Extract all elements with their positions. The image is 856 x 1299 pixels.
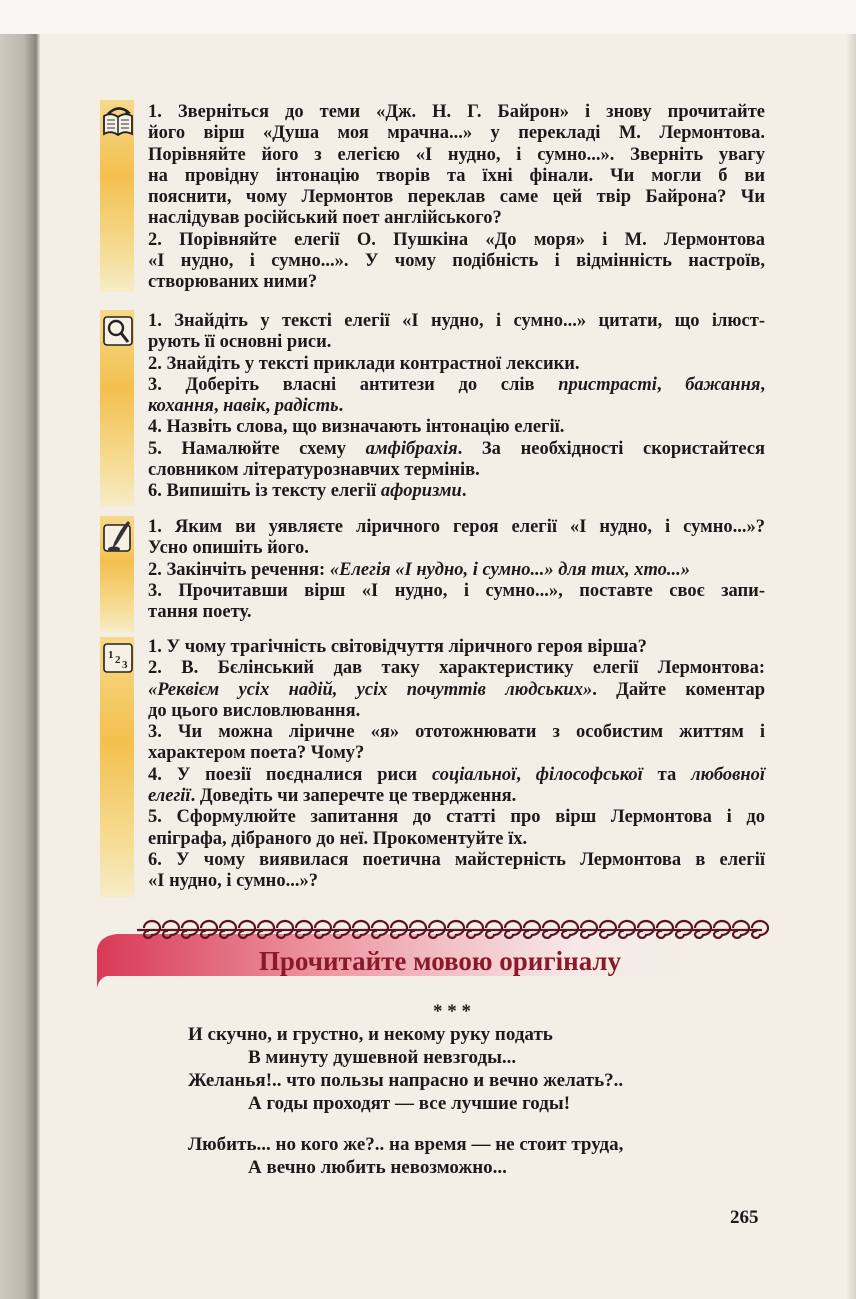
task-line [148,765,765,786]
banner-title: Прочитайте мовою оригіналу [258,946,622,976]
task-item [148,311,765,354]
task-line [148,230,765,251]
task-item [148,658,765,722]
italic-term: афоризми [380,481,462,502]
task-text: . Доведіть чи заперечте це твердження. [190,786,517,807]
task-text: наслідував російський поет англійського? [148,208,502,229]
svg-text:3: 3 [122,659,128,671]
poem-line: А вечно любить невозможно... [248,1157,507,1178]
task-text: . [461,481,467,502]
italic-term: любовної [691,764,766,785]
task-line [148,829,765,850]
task-text: на провідну інтонацію творів та їхні фінали. Чи могли б ви [148,165,765,186]
task-text: 4. Назвіть слова, що визначають інтонацію елегії. [148,417,565,438]
task-text: епіграфа, дібраного до неї. Прокоментуйте їх. [148,828,528,849]
task-item [148,230,765,294]
task-line [148,637,765,658]
task-line [148,560,765,581]
poem-line: В минуту душевной невзгоды... [248,1047,517,1068]
task-line [148,850,765,871]
section-marker-strip [100,637,134,897]
italic-term: філософської [535,764,643,785]
page-number: 265 [730,1207,759,1228]
task-text: 1. Зверніться до теми «Дж. Н. Г. Байрон» і знову прочитайте [148,102,765,122]
task-item [148,102,765,230]
task-section-analyze [148,311,765,503]
task-item [148,354,765,375]
page-edge [846,34,856,1299]
task-text: 1. У чому трагічність світовідчуття ліричного героя вірша? [148,637,647,657]
task-line [148,680,765,701]
task-section-write [148,517,765,623]
task-text: 5. Намалюйте схему [148,438,366,459]
task-line [148,658,765,679]
task-text: , [213,396,224,417]
task-text: Усно опишіть його. [148,538,309,559]
task-line [148,439,765,460]
task-line [148,272,765,293]
italic-term: «Елегія «І нудно, і сумно...» для тих, хто...» [329,559,691,580]
italic-term: бажання [685,374,761,395]
task-item [148,517,765,560]
task-text: 5. Сформулюйте запитання до статті про вірш Лермонтова і до [148,807,765,828]
magnifier-icon [100,313,136,349]
task-item [148,560,765,581]
task-item [148,850,765,893]
italic-term: радість [274,396,339,417]
italic-term: елегії [148,786,191,807]
task-line [148,602,765,623]
task-text: словником літературознавчих термінів. [148,460,480,481]
task-text: . [338,396,344,417]
italic-term: пристрасті [558,374,657,395]
poem-line: Любить... но кого же?.. на время — не стоит труда, [188,1134,624,1155]
task-line [148,481,765,502]
task-item [148,581,765,624]
task-item [148,417,765,438]
task-line [148,722,765,743]
task-line [148,375,765,396]
italic-term: соціальної [431,764,517,785]
task-text: Порівняйте його з елегією «І нудно, і сумно...». Зверніть увагу [148,144,765,165]
task-line [148,517,765,538]
poem-line: И скучно, и грустно, и некому руку подать [188,1024,553,1045]
task-line [148,187,765,208]
svg-text:1: 1 [108,649,114,661]
book-icon [100,104,136,140]
task-line [148,581,765,602]
task-item [148,439,765,482]
task-text: 3. Чи можна ліричне «я» ототожнювати з особистим життям і [148,722,765,743]
italic-term: амфібрахія [365,438,458,459]
task-item [148,722,765,765]
task-text: 2. В. Бєлінський дав таку характеристику елегії Лермонтова: [148,658,765,679]
task-line [148,145,765,166]
italic-term: кохання [148,396,214,417]
italic-term: «Реквієм усіх надій, усіх почуттів людських» [148,679,593,700]
task-item [148,765,765,808]
task-text: та [642,764,692,785]
task-text: . Дайте коментар [592,679,765,700]
svg-text:2: 2 [115,654,121,666]
task-text: 2. Знайдіть у тексті приклади контрастної лексики. [148,353,580,374]
task-text: 3. Доберіть власні антитези до слів [148,374,559,395]
task-line [148,332,765,353]
task-line [148,871,765,892]
italic-term: навік [223,396,266,417]
poem-line: А годы проходят — все лучшие годы! [248,1093,571,1114]
poem-line: Желанья!.. что пользы напрасно и вечно желать?.. [188,1070,624,1091]
task-line [148,417,765,438]
poem-stars: * * * [433,1001,471,1022]
task-text: рують її основні риси. [148,332,332,353]
task-text: до цього висловлювання. [148,700,361,721]
task-line [148,807,765,828]
poem [188,1000,623,1179]
task-line [148,396,765,417]
task-text: 1. Яким ви уявляєте ліричного героя елегії «І нудно, і сумно...»? [148,517,765,537]
task-text: 6. Випишіть із тексту елегії [148,481,381,502]
task-text: створюваних ними? [148,272,318,293]
book-spine-shadow [0,34,40,1299]
quill-pen-icon [100,519,136,555]
task-text: 2. Порівняйте елегії О. Пушкіна «До моря» і М. Лермонтова [148,229,765,250]
task-line [148,102,765,123]
task-text: «І нудно, і сумно...». У чому подібність і відмінність настроїв, [148,251,765,272]
task-text: 4. У поезії поєдналися риси [148,764,432,785]
task-line [148,208,765,229]
task-text: «І нудно, і сумно...»? [148,871,318,892]
task-section-discuss [148,637,765,893]
page-top-margin [0,0,856,34]
task-line [148,354,765,375]
task-text: . За необхідності скористайтеся [457,438,765,459]
task-line [148,123,765,144]
numbers-123-icon [100,640,136,676]
task-text: , [265,396,275,417]
task-item [148,375,765,418]
task-text: пояснити, чому Лермонтов переклав саме цей твір Байрона? Чи [148,187,765,208]
task-text: , [760,374,766,395]
task-text: 2. Закінчіть речення: [148,559,330,580]
task-line [148,538,765,559]
task-text: характером поета? Чому? [148,743,365,764]
task-text: тання поету. [148,602,252,623]
task-section-reread [148,102,765,294]
task-item [148,807,765,850]
task-line [148,166,765,187]
task-line [148,701,765,722]
task-item [148,481,765,502]
task-line [148,743,765,764]
task-text: , [516,764,536,785]
task-text: 6. У чому виявилася поетична майстерність Лермонтова в елегії [148,849,765,870]
task-text: , [656,374,686,395]
task-text: 3. Прочитавши вірш «І нудно, і сумно...», поставте своє запи- [148,580,765,601]
task-line [148,251,765,272]
task-text: його вірш «Душа моя мрачна...» у перекладі М. Лермонтова. [148,123,765,144]
task-item [148,637,765,658]
task-line [148,786,765,807]
task-line [148,311,765,332]
task-text: 1. Знайдіть у тексті елегії «І нудно, і сумно...» цитати, що ілюст- [148,311,765,331]
task-line [148,460,765,481]
